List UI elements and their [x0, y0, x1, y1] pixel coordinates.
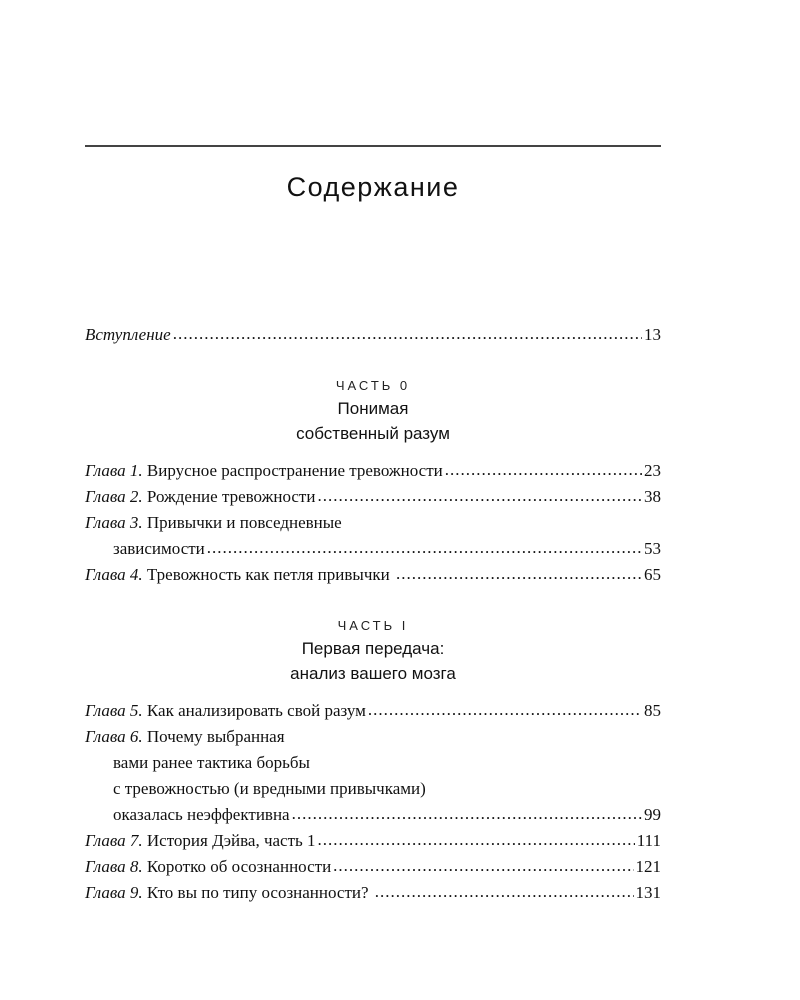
toc-entry-chapter-7[interactable] [85, 828, 661, 854]
toc-entry-chapter-1[interactable] [85, 458, 661, 484]
dot-leader [396, 561, 642, 587]
chapter-page-number: 99 [644, 805, 661, 824]
chapter-title: Почему выбранная [146, 727, 285, 746]
chapter-number: Глава 7. [85, 831, 143, 850]
chapter-number: Глава 2. [85, 487, 143, 506]
chapter-number: Глава 6. [85, 727, 143, 746]
toc-entry-intro[interactable] [85, 322, 661, 348]
dot-leader [173, 321, 642, 347]
chapter-number: Глава 5. [85, 701, 143, 720]
toc-entry-chapter-9[interactable] [85, 880, 661, 906]
chapter-title: Кто вы по типу осознанности? [146, 883, 373, 902]
chapter-title: Как анализировать свой разум [146, 701, 366, 720]
part-0-heading [85, 376, 661, 446]
dot-leader [318, 827, 635, 853]
toc-entry-chapter-5[interactable] [85, 698, 661, 724]
part-label: ЧАСТЬ 0 [335, 378, 411, 393]
chapter-page-number: 65 [644, 565, 661, 584]
dot-leader [317, 483, 642, 509]
part-title-line: Первая передача: [301, 639, 445, 658]
chapter-title-continued: зависимости [113, 539, 205, 558]
chapter-title: Рождение тревожности [146, 487, 316, 506]
dot-leader [333, 853, 633, 879]
toc-entry-chapter-3[interactable] [85, 510, 661, 562]
chapter-title-continued: оказалась неэффективна [113, 805, 290, 824]
chapter-number: Глава 1. [85, 461, 143, 480]
top-divider [85, 145, 661, 147]
intro-label: Вступление [85, 325, 171, 344]
chapter-number: Глава 8. [85, 857, 143, 876]
part-title-line: анализ вашего мозга [290, 664, 456, 683]
part-title-line: собственный разум [296, 424, 450, 443]
chapter-page-number: 23 [644, 461, 661, 480]
chapter-page-number: 121 [635, 857, 661, 876]
chapter-title: Тревожность как петля привычки [146, 565, 394, 584]
part-1-heading [85, 616, 661, 686]
chapter-title: История Дэйва, часть 1 [146, 831, 316, 850]
chapter-title: Привычки и повседневные [146, 513, 342, 532]
part-label: ЧАСТЬ I [337, 618, 409, 633]
chapter-page-number: 111 [636, 831, 661, 850]
chapter-page-number: 53 [644, 539, 661, 558]
chapter-number: Глава 4. [85, 565, 143, 584]
part-title-line: Понимая [337, 399, 409, 418]
dot-leader [207, 535, 642, 561]
intro-page-number: 13 [644, 325, 661, 344]
toc-entry-chapter-6[interactable] [85, 724, 661, 828]
chapter-number: Глава 9. [85, 883, 143, 902]
chapter-title: Вирусное распространение тревожности [146, 461, 443, 480]
chapter-title: Коротко об осознанности [146, 857, 332, 876]
dot-leader [292, 801, 642, 827]
chapter-title-continued: вами ранее тактика борьбы [113, 753, 310, 772]
page-title: Содержание [286, 172, 460, 202]
dot-leader [368, 697, 642, 723]
chapter-number: Глава 3. [85, 513, 143, 532]
dot-leader [445, 457, 642, 483]
dot-leader [375, 879, 634, 905]
chapter-page-number: 38 [644, 487, 661, 506]
chapter-page-number: 131 [635, 883, 661, 902]
chapter-title-continued: с тревожностью (и вредными привычками) [113, 779, 426, 798]
toc-entry-chapter-2[interactable] [85, 484, 661, 510]
chapter-page-number: 85 [644, 701, 661, 720]
toc-entry-chapter-8[interactable] [85, 854, 661, 880]
table-of-contents [85, 322, 661, 906]
toc-entry-chapter-4[interactable] [85, 562, 661, 588]
